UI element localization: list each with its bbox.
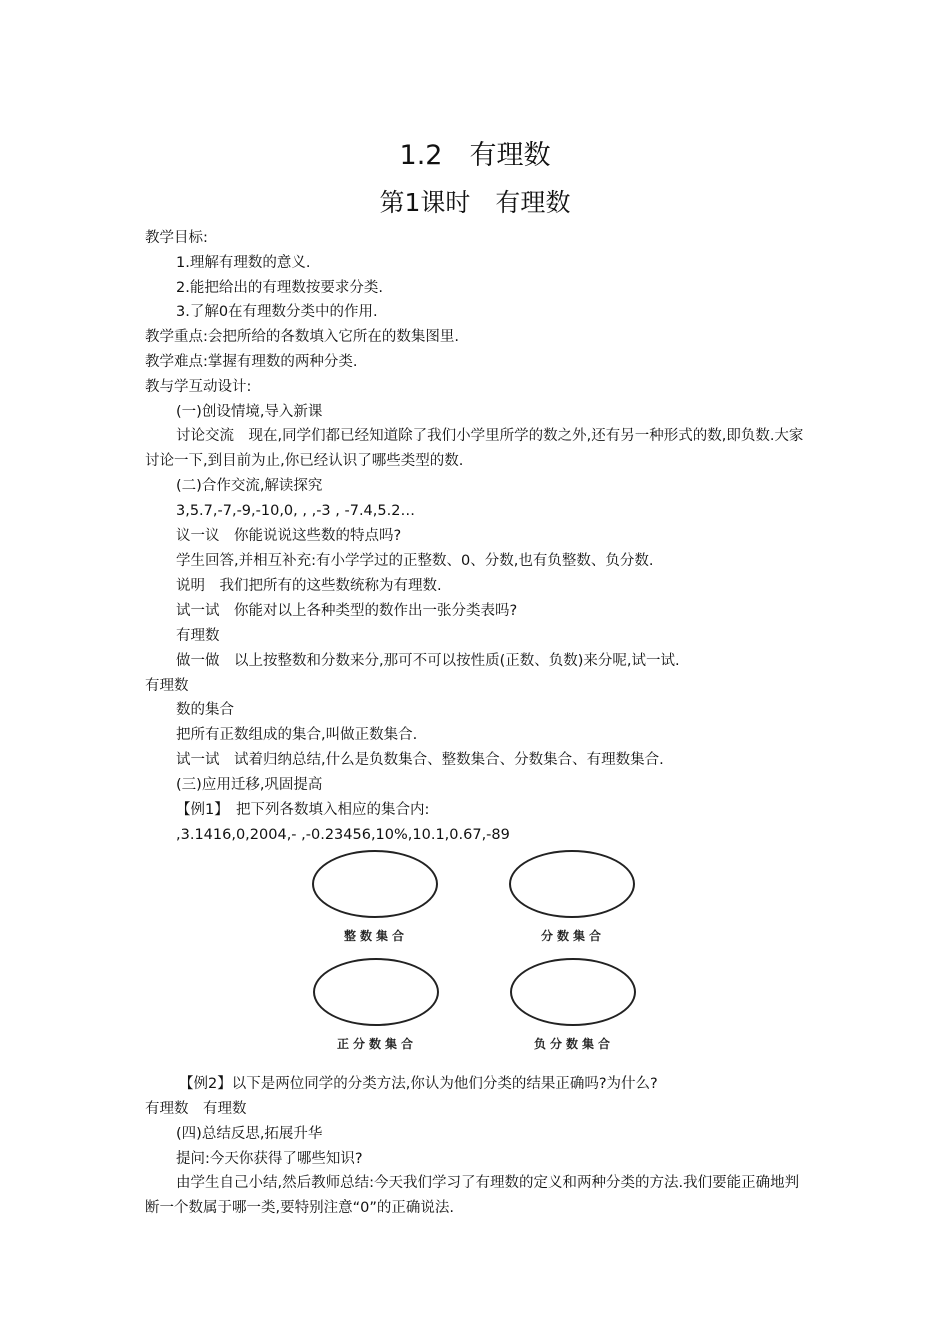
difficulty: 教学难点:掌握有理数的两种分类. <box>145 354 358 370</box>
example-1-numbers: ,3.1416,0,2004,- ,-0.23456,10%,10.1,0.67,-89 <box>176 827 510 843</box>
section-heading-4: (四)总结反思,拓展升华 <box>176 1126 323 1142</box>
lesson-subtitle: 第1课时 有理数 <box>379 188 571 217</box>
example-2: 【例2】以下是两位同学的分类方法,你认为他们分类的结果正确吗?为什么? <box>179 1076 658 1092</box>
summary-paragraph: 由学生自己小结,然后教师总结:今天我们学习了有理数的定义和两种分类的方法.我们要能正确地判断一个数属于哪一类,要特别注意“0”的正确说法. <box>145 1175 800 1216</box>
goal-item: 3.了解0在有理数分类中的作用. <box>176 304 378 320</box>
discussion-paragraph: 讨论交流 现在,同学们都已经知道除了我们小学里所学的数之外,还有另一种形式的数,即负数.大家讨论一下,到目前为止,你已经认识了哪些类型的数. <box>145 428 804 469</box>
set-ellipse <box>312 850 438 918</box>
section-heading-1: (一)创设情境,导入新课 <box>176 404 323 420</box>
design-heading: 教与学互动设计: <box>145 379 252 395</box>
set-ellipse <box>510 958 636 1026</box>
student-answer: 学生回答,并相互补充:有小学学过的正整数、0、分数,也有负整数、负分数. <box>176 553 654 569</box>
set-caption: 分数集合 <box>540 929 605 943</box>
goal-item: 1.理解有理数的意义. <box>176 255 311 271</box>
question: 提问:今天你获得了哪些知识? <box>176 1151 363 1167</box>
set-ellipse <box>313 958 439 1026</box>
set-caption: 负分数集合 <box>533 1037 614 1051</box>
goals-heading: 教学目标: <box>145 230 208 246</box>
number-list: 3,5.7,-7,-9,-10,0, , ,-3 , -7.4,5.2… <box>176 503 415 519</box>
set-ellipse <box>509 850 635 918</box>
rational-label: 有理数 <box>145 678 189 694</box>
integer-set-diagram <box>306 850 446 960</box>
set-caption: 整数集合 <box>343 929 408 943</box>
discuss-prompt: 议一议 你能说说这些数的特点吗? <box>176 528 402 544</box>
fraction-set-diagram <box>503 850 643 960</box>
explanation: 说明 我们把所有的这些数统称为有理数. <box>176 578 442 594</box>
try-prompt-1: 试一试 你能对以上各种类型的数作出一张分类表吗? <box>176 603 518 619</box>
page-title: 1.2 有理数 <box>399 140 551 171</box>
key-point: 教学重点:会把所给的各数填入它所在的数集图里. <box>145 329 459 345</box>
number-set-heading: 数的集合 <box>176 702 234 718</box>
try-prompt-2: 试一试 试着归纳总结,什么是负数集合、整数集合、分数集合、有理数集合. <box>176 752 664 768</box>
rational-label: 有理数 有理数 <box>145 1101 247 1117</box>
section-heading-3: (三)应用迁移,巩固提高 <box>176 777 323 793</box>
set-caption: 正分数集合 <box>336 1037 417 1051</box>
section-heading-2: (二)合作交流,解读探究 <box>176 478 323 494</box>
positive-set-definition: 把所有正数组成的集合,叫做正数集合. <box>176 727 418 743</box>
positive-fraction-set-diagram <box>307 958 447 1068</box>
example-1: 【例1】 把下列各数填入相应的集合内: <box>176 802 430 818</box>
negative-fraction-set-diagram <box>504 958 644 1068</box>
do-it-prompt: 做一做 以上按整数和分数来分,那可不可以按性质(正数、负数)来分呢,试一试. <box>176 653 680 669</box>
goal-item: 2.能把给出的有理数按要求分类. <box>176 280 383 296</box>
rational-label: 有理数 <box>176 628 220 644</box>
